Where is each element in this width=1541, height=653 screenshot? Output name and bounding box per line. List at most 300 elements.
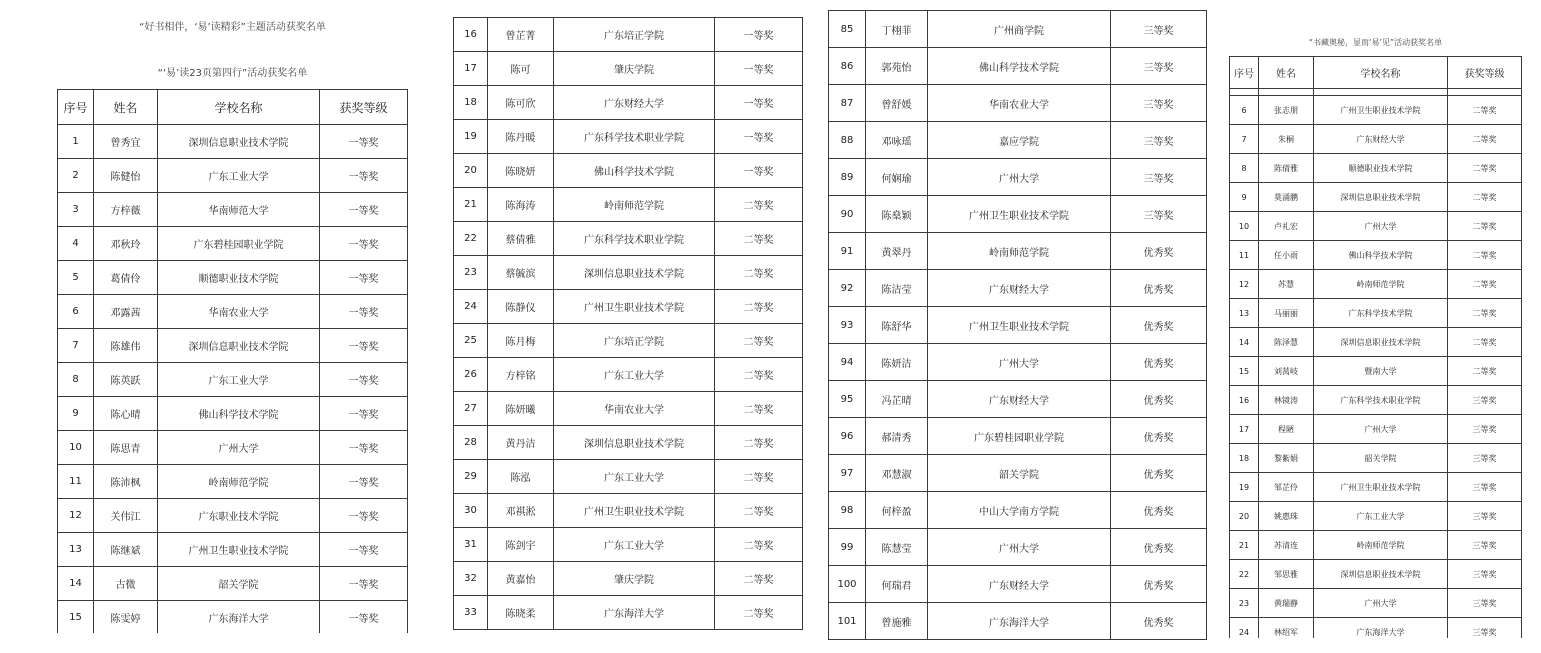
school-cell: 广东工业大学 [1314, 502, 1448, 531]
seq-cell: 12 [1230, 270, 1259, 299]
table-row [58, 363, 408, 397]
table-row [829, 529, 1207, 566]
school-cell: 嘉应学院 [928, 122, 1111, 159]
name-cell: 陈继斌 [94, 533, 158, 567]
table-row [829, 492, 1207, 529]
name-cell: 陈洁莹 [866, 270, 928, 307]
seq-cell: 32 [454, 562, 488, 596]
school-cell: 肇庆学院 [554, 52, 715, 86]
seq-cell: 22 [1230, 560, 1259, 589]
seq-cell: 87 [829, 85, 866, 122]
award-cell: 二等奖 [715, 528, 803, 562]
school-cell: 深圳信息职业技术学院 [1314, 560, 1448, 589]
table-panel3 [828, 10, 1207, 640]
table-row [829, 122, 1207, 159]
table-row [454, 222, 803, 256]
school-cell: 广州大学 [1314, 415, 1448, 444]
seq-cell: 94 [829, 344, 866, 381]
seq-cell: 15 [58, 601, 94, 635]
school-cell: 广州大学 [1314, 212, 1448, 241]
seq-cell: 7 [58, 329, 94, 363]
name-cell: 陈海涛 [488, 188, 554, 222]
school-cell: 韶关学院 [1314, 444, 1448, 473]
name-cell: 郝清秀 [866, 418, 928, 455]
name-cell: 邹思雅 [1259, 560, 1314, 589]
table-row [1230, 270, 1522, 299]
table-row [454, 18, 803, 52]
table-row [1230, 299, 1522, 328]
name-cell: 蔡倩雅 [488, 222, 554, 256]
table-row [454, 324, 803, 358]
award-cell: 三等奖 [1448, 386, 1522, 415]
table-row [58, 465, 408, 499]
table-row [829, 455, 1207, 492]
seq-cell: 20 [1230, 502, 1259, 531]
panel4-heading: “书藏奥秘，显而‘易’见”活动获奖名单 [1308, 38, 1443, 47]
name-cell: 卢礼宏 [1259, 212, 1314, 241]
school-cell: 广州大学 [928, 344, 1111, 381]
school-cell: 广东科学技术学院 [1314, 299, 1448, 328]
school-cell: 广东培正学院 [554, 18, 715, 52]
name-cell: 黄丹洁 [488, 426, 554, 460]
award-cell: 优秀奖 [1111, 270, 1207, 307]
award-cell: 二等奖 [715, 426, 803, 460]
award-cell: 三等奖 [1111, 122, 1207, 159]
seq-cell: 30 [454, 494, 488, 528]
school-cell: 广州卫生职业技术学院 [554, 290, 715, 324]
award-cell: 三等奖 [1448, 560, 1522, 589]
seq-cell: 27 [454, 392, 488, 426]
award-cell: 二等奖 [1448, 299, 1522, 328]
name-cell: 陈可 [488, 52, 554, 86]
school-cell: 广东工业大学 [554, 460, 715, 494]
school-cell: 广州卫生职业技术学院 [554, 494, 715, 528]
award-cell: 三等奖 [1111, 196, 1207, 233]
table-row [58, 329, 408, 363]
school-cell: 华南农业大学 [928, 85, 1111, 122]
table-row [829, 307, 1207, 344]
seq-cell: 86 [829, 48, 866, 85]
school-cell: 广州卫生职业技术学院 [158, 533, 320, 567]
name-cell: 苏清连 [1259, 531, 1314, 560]
seq-cell: 6 [58, 295, 94, 329]
school-cell: 深圳信息职业技术学院 [554, 426, 715, 460]
award-cell: 优秀奖 [1111, 566, 1207, 603]
table-row [58, 499, 408, 533]
school-cell: 顺德职业技术学院 [1314, 154, 1448, 183]
table-row [454, 460, 803, 494]
school-cell: 广东科学技术职业学院 [554, 222, 715, 256]
school-cell: 广东工业大学 [158, 363, 320, 397]
award-cell: 优秀奖 [1111, 233, 1207, 270]
table-row [454, 528, 803, 562]
name-cell: 陈晓柔 [488, 596, 554, 630]
award-cell: 三等奖 [1448, 589, 1522, 618]
table-row [58, 601, 408, 635]
table-header-row [58, 90, 408, 125]
name-cell: 曾秀宜 [94, 125, 158, 159]
school-cell: 广东海洋大学 [1314, 618, 1448, 647]
award-cell: 一等奖 [320, 227, 408, 261]
school-cell: 华南农业大学 [554, 392, 715, 426]
table-row [829, 159, 1207, 196]
award-cell: 三等奖 [1448, 415, 1522, 444]
table-row [1230, 531, 1522, 560]
seq-cell: 23 [1230, 589, 1259, 618]
award-cell: 一等奖 [320, 601, 408, 635]
award-cell: 优秀奖 [1111, 418, 1207, 455]
table-row [829, 196, 1207, 233]
seq-cell: 12 [58, 499, 94, 533]
school-cell: 岭南师范学院 [1314, 270, 1448, 299]
name-cell: 郭苑怡 [866, 48, 928, 85]
award-cell: 一等奖 [715, 154, 803, 188]
seq-cell: 11 [58, 465, 94, 499]
award-cell: 一等奖 [320, 295, 408, 329]
name-cell: 莫涌鹏 [1259, 183, 1314, 212]
table-row [58, 193, 408, 227]
award-cell: 二等奖 [715, 256, 803, 290]
column-header: 序号 [58, 90, 94, 125]
school-cell: 广东科学技术职业学院 [1314, 386, 1448, 415]
award-cell: 二等奖 [715, 358, 803, 392]
name-cell: 黎紫娟 [1259, 444, 1314, 473]
school-cell: 广东碧桂园职业学院 [928, 418, 1111, 455]
table-row [829, 344, 1207, 381]
name-cell: 陈心晴 [94, 397, 158, 431]
award-cell: 二等奖 [715, 324, 803, 358]
award-cell: 一等奖 [320, 533, 408, 567]
table-row [454, 290, 803, 324]
award-cell: 三等奖 [1111, 159, 1207, 196]
name-cell: 何娴瑜 [866, 159, 928, 196]
table-panel2 [453, 17, 803, 630]
table-row [1230, 589, 1522, 618]
table-row [1230, 444, 1522, 473]
table-row [454, 494, 803, 528]
seq-cell: 19 [1230, 473, 1259, 502]
seq-cell: 28 [454, 426, 488, 460]
table-row [454, 52, 803, 86]
award-cell: 优秀奖 [1111, 381, 1207, 418]
award-cell: 二等奖 [715, 188, 803, 222]
seq-cell: 21 [1230, 531, 1259, 560]
school-cell: 广州大学 [158, 431, 320, 465]
school-cell: 中山大学南方学院 [928, 492, 1111, 529]
table-row [829, 270, 1207, 307]
seq-cell: 6 [1230, 96, 1259, 125]
seq-cell: 29 [454, 460, 488, 494]
name-cell: 陈雯婷 [94, 601, 158, 635]
school-cell: 广东财经大学 [928, 566, 1111, 603]
seq-cell: 26 [454, 358, 488, 392]
seq-cell: 17 [1230, 415, 1259, 444]
column-header: 学校名称 [1314, 57, 1448, 89]
seq-cell: 85 [829, 11, 866, 48]
table-row [1230, 328, 1522, 357]
seq-cell: 3 [58, 193, 94, 227]
award-cell: 优秀奖 [1111, 529, 1207, 566]
name-cell: 关伟江 [94, 499, 158, 533]
name-cell: 姚惠珠 [1259, 502, 1314, 531]
school-cell: 广州卫生职业技术学院 [1314, 96, 1448, 125]
school-cell: 佛山科学技术学院 [158, 397, 320, 431]
school-cell: 广东财经大学 [928, 381, 1111, 418]
panel1-subheading: “‘易’读23页第四行”活动获奖名单 [157, 68, 308, 79]
name-cell: 陈晓妍 [488, 154, 554, 188]
school-cell: 广东财经大学 [1314, 125, 1448, 154]
award-cell: 优秀奖 [1111, 455, 1207, 492]
seq-cell: 20 [454, 154, 488, 188]
school-cell: 广州卫生职业技术学院 [928, 307, 1111, 344]
seq-cell: 24 [1230, 618, 1259, 647]
award-cell: 二等奖 [715, 222, 803, 256]
school-cell: 广州大学 [928, 159, 1111, 196]
name-cell: 曾芷菁 [488, 18, 554, 52]
seq-cell: 89 [829, 159, 866, 196]
name-cell: 陈英跃 [94, 363, 158, 397]
name-cell: 陈丹暖 [488, 120, 554, 154]
school-cell: 广东工业大学 [158, 159, 320, 193]
award-cell: 三等奖 [1448, 502, 1522, 531]
seq-cell: 10 [58, 431, 94, 465]
column-header: 姓名 [94, 90, 158, 125]
award-cell: 二等奖 [715, 562, 803, 596]
table-row [454, 596, 803, 630]
seq-cell: 33 [454, 596, 488, 630]
table-row [1230, 560, 1522, 589]
award-cell: 一等奖 [715, 18, 803, 52]
award-cell: 一等奖 [320, 261, 408, 295]
name-cell: 何梓盈 [866, 492, 928, 529]
school-cell: 广东科学技术职业学院 [554, 120, 715, 154]
seq-cell: 9 [58, 397, 94, 431]
award-cell: 优秀奖 [1111, 307, 1207, 344]
table-row [829, 233, 1207, 270]
name-cell: 陈健怡 [94, 159, 158, 193]
award-cell: 二等奖 [715, 494, 803, 528]
table-row [829, 11, 1207, 48]
name-cell: 陈可欣 [488, 86, 554, 120]
school-cell: 广东工业大学 [554, 528, 715, 562]
name-cell: 陈倩雅 [1259, 154, 1314, 183]
table-panel1 [57, 89, 408, 635]
seq-cell: 5 [58, 261, 94, 295]
table-row [58, 567, 408, 601]
school-cell: 韶关学院 [928, 455, 1111, 492]
award-cell: 三等奖 [1111, 11, 1207, 48]
award-cell: 一等奖 [320, 431, 408, 465]
name-cell: 邓慧淑 [866, 455, 928, 492]
table-row [454, 188, 803, 222]
school-cell: 广州大学 [928, 529, 1111, 566]
seq-cell: 13 [1230, 299, 1259, 328]
seq-cell: 23 [454, 256, 488, 290]
seq-cell: 24 [454, 290, 488, 324]
school-cell: 广州卫生职业技术学院 [1314, 473, 1448, 502]
name-cell: 陈思青 [94, 431, 158, 465]
seq-cell: 22 [454, 222, 488, 256]
name-cell: 朱桐 [1259, 125, 1314, 154]
column-header: 学校名称 [158, 90, 320, 125]
award-cell: 二等奖 [1448, 183, 1522, 212]
seq-cell: 91 [829, 233, 866, 270]
seq-cell: 19 [454, 120, 488, 154]
award-cell: 一等奖 [320, 159, 408, 193]
table-row [454, 358, 803, 392]
name-cell: 陈泓 [488, 460, 554, 494]
table-row [454, 86, 803, 120]
name-cell: 陈剑宇 [488, 528, 554, 562]
column-header: 姓名 [1259, 57, 1314, 89]
table-row [1230, 212, 1522, 241]
name-cell: 陈泽慧 [1259, 328, 1314, 357]
school-cell: 广东海洋大学 [928, 603, 1111, 640]
name-cell: 林镜涛 [1259, 386, 1314, 415]
award-cell: 二等奖 [1448, 96, 1522, 125]
school-cell: 深圳信息职业技术学院 [1314, 183, 1448, 212]
school-cell: 广东职业技术学院 [158, 499, 320, 533]
table-row [58, 295, 408, 329]
name-cell: 刘莴岐 [1259, 357, 1314, 386]
award-cell: 一等奖 [320, 397, 408, 431]
school-cell: 广东海洋大学 [554, 596, 715, 630]
seq-cell: 21 [454, 188, 488, 222]
table-row [454, 392, 803, 426]
school-cell: 暨南大学 [1314, 357, 1448, 386]
name-cell: 蔡毓滨 [488, 256, 554, 290]
table-row [1230, 241, 1522, 270]
school-cell: 广东培正学院 [554, 324, 715, 358]
table-row [1230, 183, 1522, 212]
award-cell: 一等奖 [715, 120, 803, 154]
seq-cell: 2 [58, 159, 94, 193]
award-cell: 三等奖 [1448, 531, 1522, 560]
table-row [1230, 502, 1522, 531]
award-cell: 二等奖 [1448, 125, 1522, 154]
school-cell: 岭南师范学院 [554, 188, 715, 222]
table-panel4 [1229, 56, 1522, 647]
table-row [1230, 125, 1522, 154]
school-cell: 佛山科学技术学院 [928, 48, 1111, 85]
school-cell: 佛山科学技术学院 [1314, 241, 1448, 270]
school-cell: 佛山科学技术学院 [554, 154, 715, 188]
school-cell: 顺德职业技术学院 [158, 261, 320, 295]
school-cell: 广州商学院 [928, 11, 1111, 48]
award-cell: 二等奖 [715, 392, 803, 426]
seq-cell: 13 [58, 533, 94, 567]
table-row [829, 48, 1207, 85]
award-cell: 一等奖 [320, 499, 408, 533]
seq-cell: 14 [1230, 328, 1259, 357]
seq-cell: 4 [58, 227, 94, 261]
name-cell: 丁栩菲 [866, 11, 928, 48]
column-header: 获奖等级 [1448, 57, 1522, 89]
name-cell: 曾施雅 [866, 603, 928, 640]
table-row [1230, 386, 1522, 415]
table-row [1230, 154, 1522, 183]
school-cell: 广东海洋大学 [158, 601, 320, 635]
name-cell: 冯芷晴 [866, 381, 928, 418]
table-row [829, 85, 1207, 122]
school-cell: 广东财经大学 [928, 270, 1111, 307]
school-cell: 广东碧桂园职业学院 [158, 227, 320, 261]
table-header-row [1230, 57, 1522, 89]
table-row [1230, 96, 1522, 125]
school-cell: 深圳信息职业技术学院 [158, 125, 320, 159]
seq-cell: 100 [829, 566, 866, 603]
table-row [454, 154, 803, 188]
award-cell: 三等奖 [1111, 48, 1207, 85]
seq-cell: 18 [454, 86, 488, 120]
table-row [829, 418, 1207, 455]
name-cell: 古微 [94, 567, 158, 601]
name-cell: 邓秋玲 [94, 227, 158, 261]
award-cell: 二等奖 [1448, 154, 1522, 183]
name-cell: 苏慧 [1259, 270, 1314, 299]
table-row [58, 533, 408, 567]
name-cell: 陈舒华 [866, 307, 928, 344]
name-cell: 黄瑞静 [1259, 589, 1314, 618]
seq-cell: 11 [1230, 241, 1259, 270]
table-row [454, 120, 803, 154]
award-cell: 一等奖 [320, 193, 408, 227]
table-row [1230, 473, 1522, 502]
award-cell: 优秀奖 [1111, 492, 1207, 529]
name-cell: 陈沛枫 [94, 465, 158, 499]
table-row [58, 397, 408, 431]
table-row [58, 125, 408, 159]
name-cell: 方梓薇 [94, 193, 158, 227]
school-cell: 华南师范大学 [158, 193, 320, 227]
award-cell: 三等奖 [1448, 444, 1522, 473]
school-cell: 深圳信息职业技术学院 [1314, 328, 1448, 357]
table-row [58, 159, 408, 193]
seq-cell: 17 [454, 52, 488, 86]
award-cell: 二等奖 [715, 460, 803, 494]
award-cell: 优秀奖 [1111, 344, 1207, 381]
table-row [58, 431, 408, 465]
name-cell: 邹芷伶 [1259, 473, 1314, 502]
award-cell: 一等奖 [715, 52, 803, 86]
award-cell: 二等奖 [715, 290, 803, 324]
award-cell: 一等奖 [320, 329, 408, 363]
seq-cell: 97 [829, 455, 866, 492]
seq-cell: 95 [829, 381, 866, 418]
seq-cell: 88 [829, 122, 866, 159]
name-cell: 陈慧莹 [866, 529, 928, 566]
seq-cell: 8 [58, 363, 94, 397]
award-cell: 一等奖 [320, 363, 408, 397]
school-cell: 广东工业大学 [554, 358, 715, 392]
seq-cell: 7 [1230, 125, 1259, 154]
seq-cell: 96 [829, 418, 866, 455]
name-cell: 陈静仪 [488, 290, 554, 324]
award-cell: 二等奖 [1448, 241, 1522, 270]
name-cell: 程陋 [1259, 415, 1314, 444]
award-cell: 一等奖 [320, 465, 408, 499]
name-cell: 陈月梅 [488, 324, 554, 358]
school-cell: 岭南师范学院 [928, 233, 1111, 270]
school-cell: 深圳信息职业技术学院 [554, 256, 715, 290]
table-row [1230, 357, 1522, 386]
school-cell: 岭南师范学院 [1314, 531, 1448, 560]
panel1-heading: “好书相伴，‘易’读精彩”主题活动获奖名单 [139, 22, 326, 33]
seq-cell: 14 [58, 567, 94, 601]
name-cell: 任小雨 [1259, 241, 1314, 270]
seq-cell: 101 [829, 603, 866, 640]
seq-cell: 99 [829, 529, 866, 566]
